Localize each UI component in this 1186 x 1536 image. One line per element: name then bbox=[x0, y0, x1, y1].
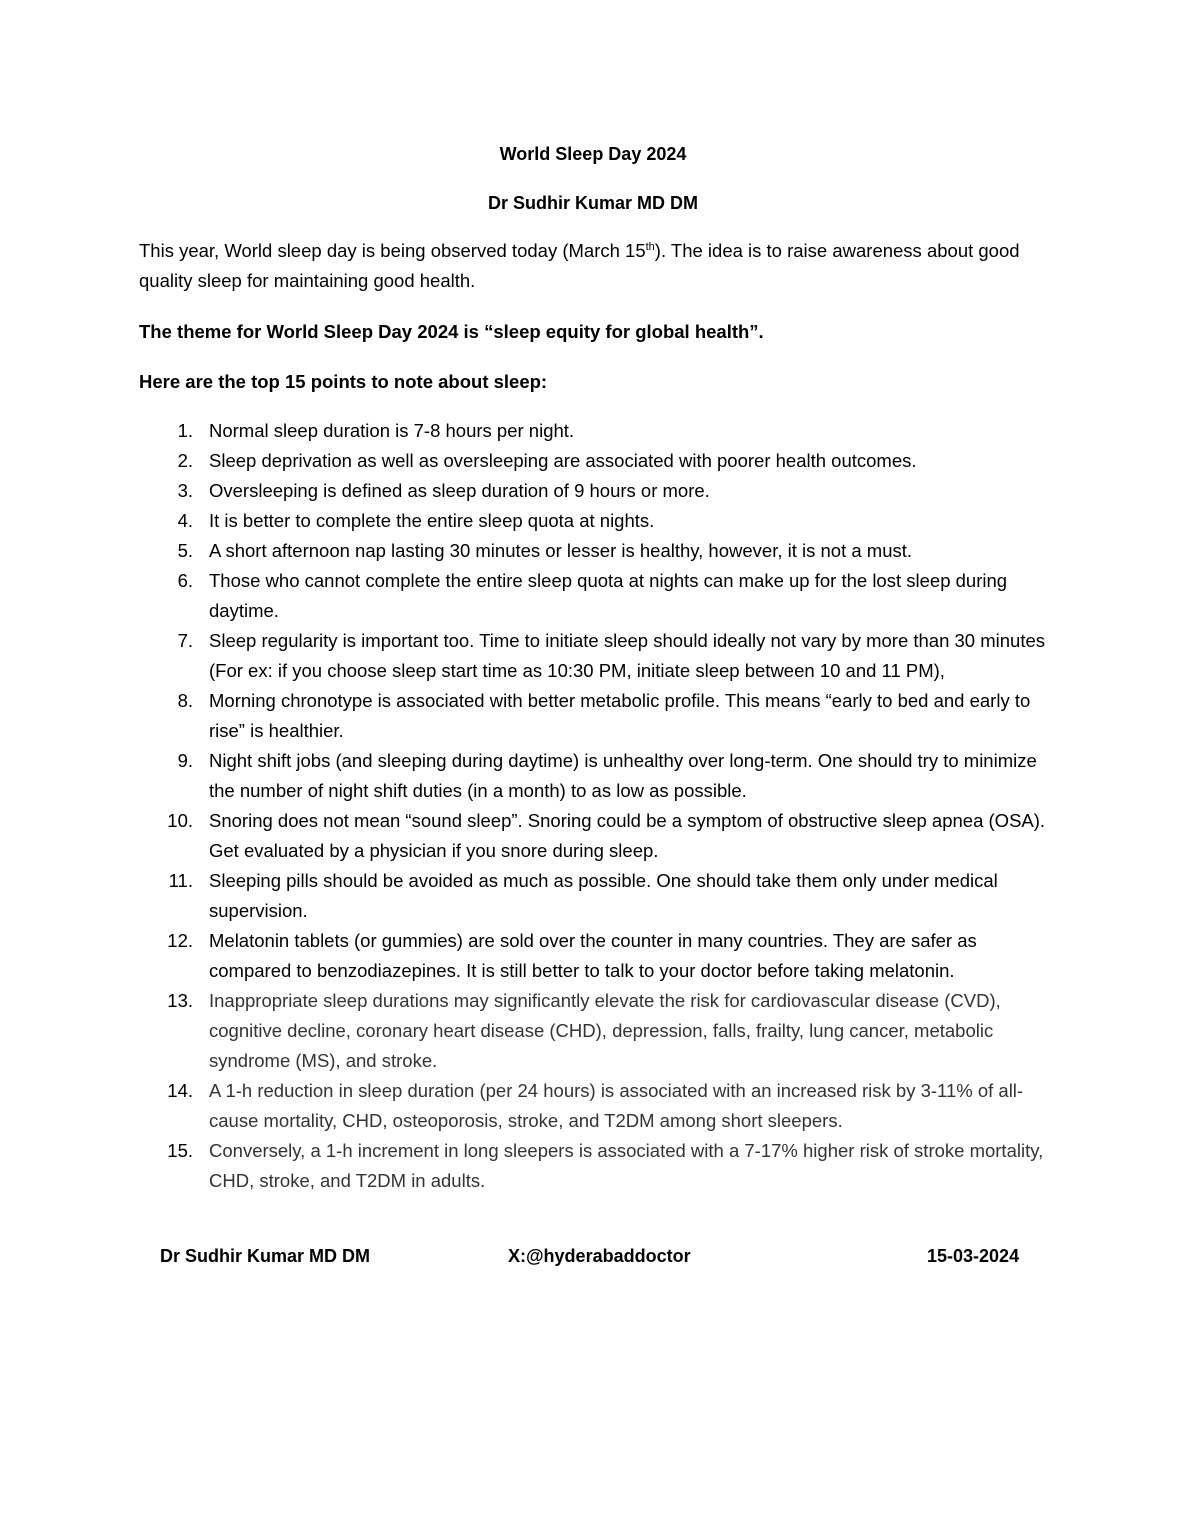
points-heading: Here are the top 15 points to note about sleep: bbox=[139, 371, 548, 392]
list-item-number: 12. bbox=[167, 930, 193, 951]
author-line: Dr Sudhir Kumar MD DM bbox=[487, 193, 698, 213]
list-item bbox=[139, 1136, 1049, 1196]
theme-statement: The theme for World Sleep Day 2024 is “sleep equity for global health”. bbox=[139, 321, 764, 342]
list-item-text: Snoring does not mean “sound sleep”. Snoring could be a symptom of obstructive sleep apnea (OSA). Get evaluated by a physician if you snore during sleep. bbox=[209, 810, 1046, 861]
list-item-text: A 1-h reduction in sleep duration (per 24 hours) is associated with an increased risk by 3-11% of all-cause mortality, CHD, osteoporosis, stroke, and T2DM among short sleepers. bbox=[209, 1080, 1024, 1131]
list-item-text: Night shift jobs (and sleeping during daytime) is unhealthy over long-term. One should try to minimize the number of night shift duties (in a month) to as low as possible. bbox=[209, 750, 1037, 801]
intro-paragraph bbox=[139, 236, 1039, 296]
list-item-text: Oversleeping is defined as sleep duration of 9 hours or more. bbox=[209, 480, 710, 501]
list-item-text: Those who cannot complete the entire sleep quota at nights can make up for the lost sleep during daytime. bbox=[209, 570, 1008, 621]
list-item bbox=[139, 746, 1049, 806]
list-item-text: A short afternoon nap lasting 30 minutes or lesser is healthy, however, it is not a must. bbox=[209, 540, 913, 561]
list-item-number: 4. bbox=[177, 510, 193, 531]
list-item bbox=[139, 506, 1049, 536]
footer-author: Dr Sudhir Kumar MD DM bbox=[160, 1246, 371, 1266]
document-title: World Sleep Day 2024 bbox=[499, 144, 687, 164]
list-item bbox=[139, 476, 1049, 506]
list-item-text: Sleep regularity is important too. Time to initiate sleep should ideally not vary by more than 30 minutes (For ex: if you choose sleep start time as 10:30 PM, initiate sleep between 10 and 11 PM), bbox=[209, 630, 1046, 681]
list-item bbox=[139, 416, 1049, 446]
list-item-number: 15. bbox=[167, 1140, 193, 1161]
list-item-number: 1. bbox=[177, 420, 193, 441]
list-item-number: 14. bbox=[167, 1080, 193, 1101]
footer-date: 15-03-2024 bbox=[927, 1246, 1020, 1266]
list-item-number: 13. bbox=[167, 990, 193, 1011]
list-item-text: Inappropriate sleep durations may significantly elevate the risk for cardiovascular disease (CVD), cognitive decline, coronary heart disease (CHD), depression, falls, frailty, lung cancer, metabolic syndrome (MS), and stroke. bbox=[209, 990, 1001, 1071]
list-item-number: 10. bbox=[167, 810, 193, 831]
list-item-number: 9. bbox=[177, 750, 193, 771]
footer-social-handle: X:@hyderabaddoctor bbox=[508, 1246, 691, 1266]
list-item bbox=[139, 626, 1049, 686]
list-item bbox=[139, 866, 1049, 926]
list-item bbox=[139, 986, 1049, 1076]
intro-text-start: This year, World sleep day is being observed today (March 15 bbox=[139, 240, 646, 261]
sleep-points-list bbox=[139, 416, 1049, 1196]
list-item bbox=[139, 686, 1049, 746]
list-item bbox=[139, 1076, 1049, 1136]
list-item bbox=[139, 566, 1049, 626]
list-item-number: 2. bbox=[177, 450, 193, 471]
list-item-number: 11. bbox=[168, 870, 193, 891]
list-item-text: It is better to complete the entire sleep quota at nights. bbox=[209, 510, 655, 531]
list-item-number: 5. bbox=[177, 540, 193, 561]
list-item bbox=[139, 806, 1049, 866]
list-item-number: 8. bbox=[177, 690, 193, 711]
list-item bbox=[139, 536, 1049, 566]
intro-text-end: ). The idea is to raise awareness about good quality sleep for maintaining good health. bbox=[139, 240, 1020, 291]
list-item-number: 3. bbox=[177, 480, 193, 501]
list-item-text: Conversely, a 1-h increment in long sleepers is associated with a 7-17% higher risk of stroke mortality, CHD, stroke, and T2DM in adults. bbox=[209, 1140, 1044, 1191]
intro-superscript: th bbox=[645, 240, 655, 253]
list-item-text: Sleep deprivation as well as oversleeping are associated with poorer health outcomes. bbox=[209, 450, 917, 471]
list-item-text: Normal sleep duration is 7-8 hours per night. bbox=[209, 420, 575, 441]
list-item bbox=[139, 446, 1049, 476]
list-item-text: Sleeping pills should be avoided as much as possible. One should take them only under medical supervision. bbox=[209, 870, 998, 921]
list-item bbox=[139, 926, 1049, 986]
list-item-text: Morning chronotype is associated with better metabolic profile. This means “early to bed and early to rise” is healthier. bbox=[209, 690, 1031, 741]
list-item-number: 6. bbox=[177, 570, 193, 591]
list-item-number: 7. bbox=[177, 630, 193, 651]
list-item-text: Melatonin tablets (or gummies) are sold over the counter in many countries. They are safer as compared to benzodiazepines. It is still better to talk to your doctor before taking melatonin. bbox=[209, 930, 977, 981]
